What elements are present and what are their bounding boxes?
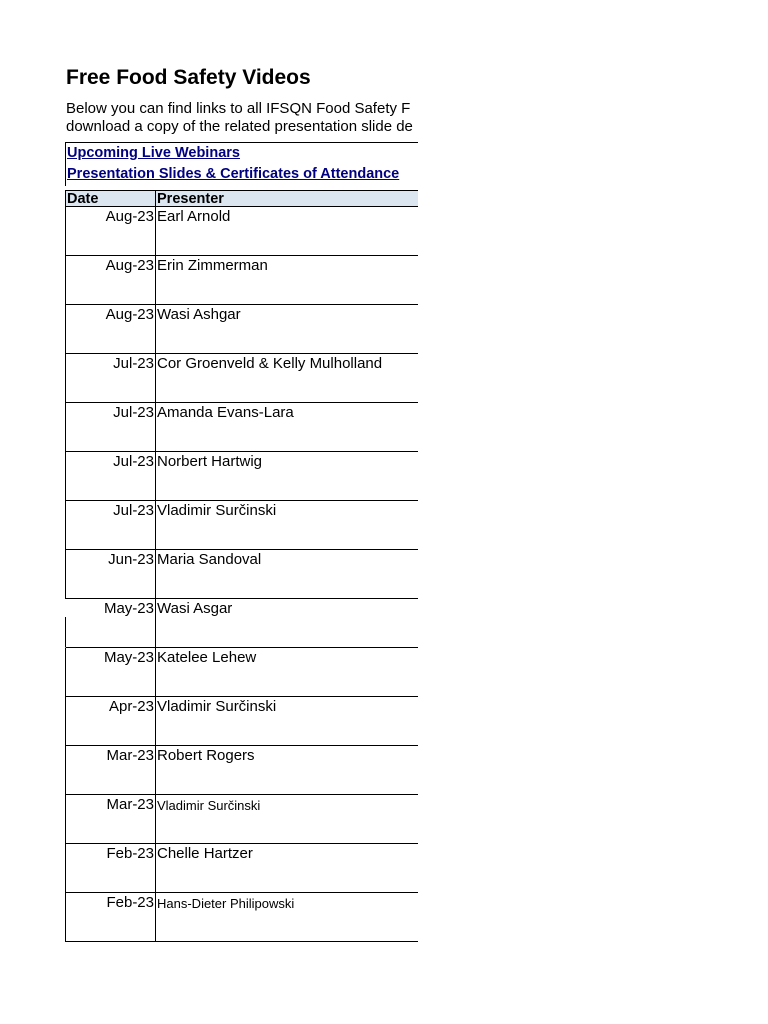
column-divider xyxy=(155,795,156,843)
table-row xyxy=(65,844,418,893)
row-presenter: Earl Arnold xyxy=(157,208,231,225)
row-date: May-23 xyxy=(103,600,154,617)
row-presenter: Norbert Hartwig xyxy=(157,453,263,470)
row-presenter: Vladimir Surčinski xyxy=(157,798,261,813)
table-row xyxy=(65,354,418,403)
column-divider xyxy=(155,893,156,941)
row-date: Jul-23 xyxy=(113,502,154,519)
column-divider xyxy=(155,550,156,598)
row-date: Apr-23 xyxy=(108,698,154,715)
column-divider xyxy=(155,207,156,255)
row-date: Aug-23 xyxy=(105,306,154,323)
row-date: Aug-23 xyxy=(105,208,154,225)
page-title: Free Food Safety Videos xyxy=(66,66,311,89)
column-divider xyxy=(155,697,156,745)
table-row xyxy=(65,599,418,648)
column-divider xyxy=(155,305,156,353)
row-presenter: Erin Zimmerman xyxy=(157,257,268,274)
row-presenter: Katelee Lehew xyxy=(157,649,257,666)
table-row xyxy=(65,501,418,550)
row-date: Mar-23 xyxy=(106,747,154,764)
table-row xyxy=(65,256,418,305)
intro-text-line-2: download a copy of the related presentation slide de xyxy=(66,118,413,135)
row-date: Jul-23 xyxy=(113,404,154,421)
table-row xyxy=(65,746,418,795)
intro-text-line-1: Below you can find links to all IFSQN Food Safety F xyxy=(66,100,411,117)
column-divider xyxy=(155,844,156,892)
row-presenter: Cor Groenveld & Kelly Mulholland xyxy=(157,355,383,372)
column-divider xyxy=(155,256,156,304)
column-divider xyxy=(155,191,156,206)
table-row xyxy=(65,795,418,844)
row-date: Mar-23 xyxy=(106,796,154,813)
table-row xyxy=(65,697,418,746)
column-divider xyxy=(155,501,156,549)
row-presenter: Amanda Evans-Lara xyxy=(157,404,294,421)
row-presenter: Chelle Hartzer xyxy=(157,845,253,862)
links-section xyxy=(65,142,418,186)
table-row xyxy=(65,403,418,452)
row-presenter: Vladimir Surčinski xyxy=(157,698,277,715)
webinar-table xyxy=(65,190,418,942)
row-date: Jul-23 xyxy=(113,453,154,470)
header-presenter: Presenter xyxy=(157,191,224,207)
table-row xyxy=(65,648,418,697)
table-row xyxy=(65,893,418,942)
table-row xyxy=(65,452,418,501)
row-date: Feb-23 xyxy=(106,894,154,911)
row-presenter: Wasi Asgar xyxy=(157,600,233,617)
row-date: Feb-23 xyxy=(106,845,154,862)
column-divider xyxy=(155,599,156,647)
table-body xyxy=(65,207,418,942)
header-date: Date xyxy=(67,191,99,207)
column-divider xyxy=(155,648,156,696)
row-date: Jun-23 xyxy=(108,551,154,568)
column-divider xyxy=(155,354,156,402)
column-divider xyxy=(155,452,156,500)
row-date: May-23 xyxy=(103,649,154,666)
slides-certificates-link[interactable]: Presentation Slides & Certificates of Attendance xyxy=(67,166,400,182)
upcoming-webinars-link[interactable]: Upcoming Live Webinars xyxy=(67,145,240,161)
row-presenter: Robert Rogers xyxy=(157,747,255,764)
row-presenter: Maria Sandoval xyxy=(157,551,262,568)
column-divider xyxy=(155,746,156,794)
row-presenter: Vladimir Surčinski xyxy=(157,502,277,519)
row-presenter: Wasi Ashgar xyxy=(157,306,241,323)
row-left-border xyxy=(65,617,66,647)
table-header-row xyxy=(65,190,418,207)
table-row xyxy=(65,305,418,354)
row-date: Jul-23 xyxy=(113,355,154,372)
table-row xyxy=(65,550,418,599)
row-date: Aug-23 xyxy=(105,257,154,274)
column-divider xyxy=(155,403,156,451)
row-presenter: Hans-Dieter Philipowski xyxy=(157,896,295,911)
table-row xyxy=(65,207,418,256)
